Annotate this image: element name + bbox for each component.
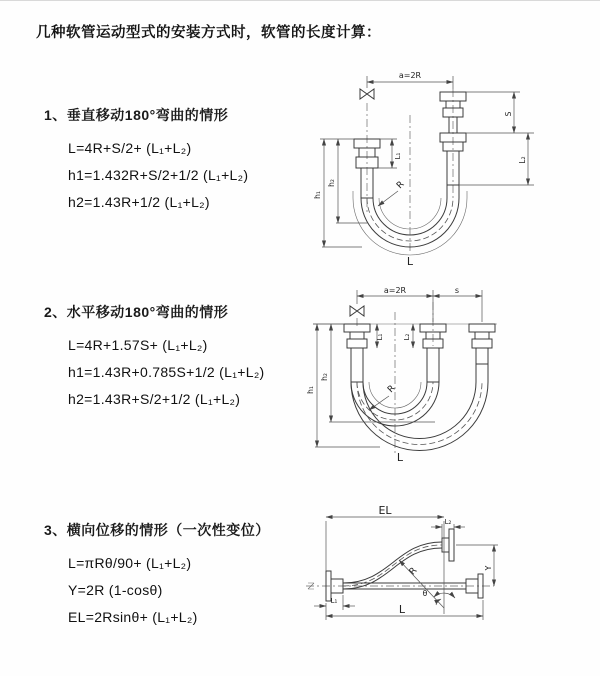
section-1-heading: 1、垂直移动180°弯曲的情形 (44, 107, 229, 123)
section-2-formulas (68, 336, 265, 408)
valve-icon (350, 306, 364, 316)
diagram-lateral-displacement-drawing (298, 499, 598, 659)
figure-horizontal-u-bend (305, 282, 600, 464)
formula-line: h1=1.43R+0.785S+1/2 (L₁+L₂) (68, 364, 265, 380)
diagram-vertical-u-bend-drawing (312, 65, 592, 267)
formula-line: L=πRθ/90+ (L₁+L₂) (68, 555, 192, 571)
dimension-lines (313, 290, 482, 447)
dim-label-theta: θ (422, 589, 428, 598)
section-1 (44, 105, 248, 220)
dim-label-r: R (386, 383, 398, 396)
braid-section (351, 348, 363, 382)
dim-label-l2: L₂ (444, 518, 452, 526)
dim-label-l-total: L (398, 603, 406, 616)
section-2 (44, 302, 265, 417)
formula-line: h2=1.43R+S/2+1/2 (L₁+L₂) (68, 391, 241, 407)
section-2-heading: 2、水平移动180°弯曲的情形 (44, 304, 229, 320)
dimension-lines (314, 517, 498, 620)
left-hose-fitting (344, 324, 370, 382)
dim-label-h2: h₂ (327, 179, 336, 187)
s-curve-hose (343, 542, 442, 589)
valve-icon (360, 89, 374, 99)
dim-label-a2r: a=2R (383, 286, 407, 295)
formula-line: h2=1.43R+1/2 (L₁+L₂) (68, 194, 210, 210)
dim-label-el: EL (378, 504, 392, 517)
formula-line: EL=2Rsinθ+ (L₁+L₂) (68, 609, 198, 625)
angle-construction (399, 521, 455, 614)
dim-label-a2r: a=2R (398, 71, 422, 80)
section-1-formulas (68, 139, 248, 211)
figure-lateral-displacement (298, 499, 598, 659)
dim-label-l2: L₂ (403, 333, 411, 341)
dim-label-l1: L₁ (376, 333, 384, 341)
middle-hose-fitting (420, 324, 446, 382)
section-3-formulas (68, 554, 270, 626)
right-hose-fitting (469, 324, 495, 382)
dim-label-h1: h₁ (306, 386, 315, 394)
section-3-heading: 3、横向位移的情形（一次性变位） (44, 522, 270, 538)
dim-label-h2: h₂ (320, 373, 329, 381)
dim-label-h1: h₁ (313, 191, 322, 199)
section-3 (44, 520, 270, 635)
dim-label-y: Y (484, 565, 493, 571)
formula-line: L=4R+S/2+ (L₁+L₂) (68, 140, 192, 156)
dim-label-l1: L₁ (394, 152, 402, 160)
diagram-horizontal-u-bend-drawing (305, 282, 600, 464)
dim-label-l2: L₂ (518, 156, 527, 164)
dim-label-l-total: L (396, 451, 404, 464)
dim-label-r: R (407, 565, 420, 578)
dim-label-s: s (454, 286, 460, 295)
braid-section (476, 348, 488, 364)
dim-label-s: S (504, 111, 513, 117)
figure-vertical-u-bend (312, 65, 592, 267)
u-bend-hose-position-2 (351, 382, 488, 451)
dim-label-l-total: L (406, 255, 414, 267)
formula-line: Y=2R (1-cosθ) (68, 582, 163, 598)
dim-label-l1: L₁ (330, 597, 338, 605)
braid-section (427, 348, 439, 382)
dimension-lines (320, 76, 534, 247)
formula-line: L=4R+1.57S+ (L₁+L₂) (68, 337, 208, 353)
formula-line: h1=1.432R+S/2+1/2 (L₁+L₂) (68, 167, 249, 183)
dim-label-r: R (395, 179, 407, 192)
page-title: 几种软管运动型式的安装方式时，软管的长度计算： (36, 25, 381, 41)
